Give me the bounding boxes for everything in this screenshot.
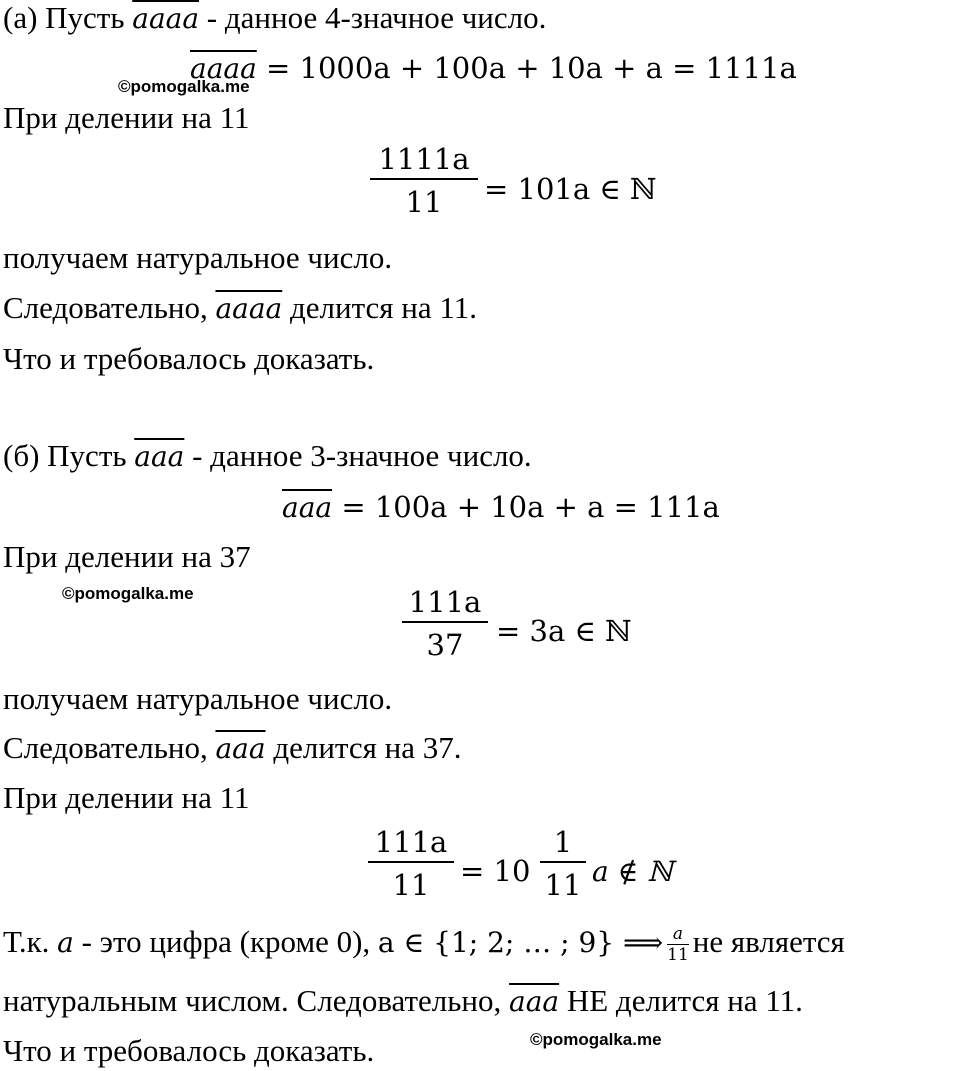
natural-a: получаем натуральное число. (3, 240, 393, 275)
conclusion-prefix: натуральным числом. Следовательно, (3, 983, 510, 1018)
tk-mid: - это цифра (кроме 0), (73, 924, 378, 959)
tk-prefix: Т.к. (3, 924, 58, 959)
natural-b: получаем натуральное число. (3, 681, 393, 716)
frac-numerator: 1111a (370, 142, 478, 180)
frac-denominator: 11 (405, 185, 443, 219)
tk-var: a (57, 926, 74, 959)
frac-result-a: = 101a ∈ ℕ (484, 172, 657, 206)
expansion-text: = 1000a + 100a + 10a + a = 1111a (266, 51, 797, 85)
intro-suffix-b: - данное 3-значное число. (184, 438, 532, 473)
therefore-prefix: Следовательно, (3, 290, 216, 325)
frac37-result: = 3a ∈ ℕ (496, 614, 632, 648)
qed-a: Что и требовалось доказать. (3, 341, 375, 376)
number-aaaa-therefore: aaaa (215, 292, 283, 325)
part-a-intro (3, 0, 546, 37)
fraction-111a-11 (368, 825, 454, 905)
tk-line (3, 924, 845, 965)
frac11-tail (592, 853, 673, 890)
number-aaa-therefore: $\overline{aaa}$ (215, 732, 266, 765)
tk-suffix: не является (692, 924, 845, 959)
number-aaaa-eq: aaaa (190, 52, 257, 85)
mixed-numerator: 1 (540, 825, 586, 863)
frac37-denominator: 37 (426, 628, 464, 662)
intro-suffix: - данное 4-значное число. (199, 0, 547, 35)
frac11-eq: = 10 (460, 854, 531, 888)
division37-intro: При делении на 37 (3, 539, 251, 574)
mixed-fraction-1-11 (540, 825, 586, 905)
conclusion-suffix: НЕ делится на 11. (559, 983, 803, 1018)
conclusion-b (3, 983, 803, 1020)
small-numerator: a (667, 924, 689, 945)
therefore-suffix: делится на 11. (282, 290, 477, 325)
intro-prefix: (а) Пусть (3, 0, 133, 35)
small-fraction-a-11 (667, 924, 689, 965)
frac11-tail-text: a ∉ ℕ (592, 855, 673, 888)
fraction-1111a-11 (370, 142, 478, 222)
therefore37-suffix: делится на 37. (265, 730, 462, 765)
expansion-equation-b (282, 489, 720, 526)
number-aaa-conclusion: $\overline{aaa}$ (509, 985, 560, 1018)
tk-set: a ∈ {1; 2; … ; 9} ⟹ (377, 926, 664, 959)
therefore-b (3, 730, 461, 767)
therefore-a (3, 290, 477, 327)
watermark: ©pomogalka.me (62, 584, 194, 603)
expansion-equation-a (190, 50, 797, 87)
frac37-numerator: 111a (402, 585, 488, 623)
expansion-text-b: = 100a + 10a + a = 111a (341, 490, 720, 524)
intro-prefix-b: (б) Пусть (3, 438, 135, 473)
number-aaaa: aaaa (132, 2, 200, 35)
small-denominator: 11 (667, 945, 689, 966)
fraction-111a-37 (402, 585, 488, 665)
division11-intro: При делении на 11 (3, 780, 250, 815)
number-aaa-eq: $\overline{aaa}$ (282, 491, 333, 524)
number-aaa: $\overline{aaa}$ (134, 440, 185, 473)
mixed-denominator: 11 (544, 868, 582, 902)
watermark: ©pomogalka.me (118, 77, 250, 96)
frac11-denominator: 11 (392, 868, 430, 902)
division-intro-a: При делении на 11 (3, 100, 250, 135)
watermark: ©pomogalka.me (530, 1030, 662, 1049)
therefore37-prefix: Следовательно, (3, 730, 216, 765)
qed-b: Что и требовалось доказать. (3, 1033, 375, 1068)
part-b-intro (3, 438, 532, 475)
frac11-numerator: 111a (368, 825, 454, 863)
